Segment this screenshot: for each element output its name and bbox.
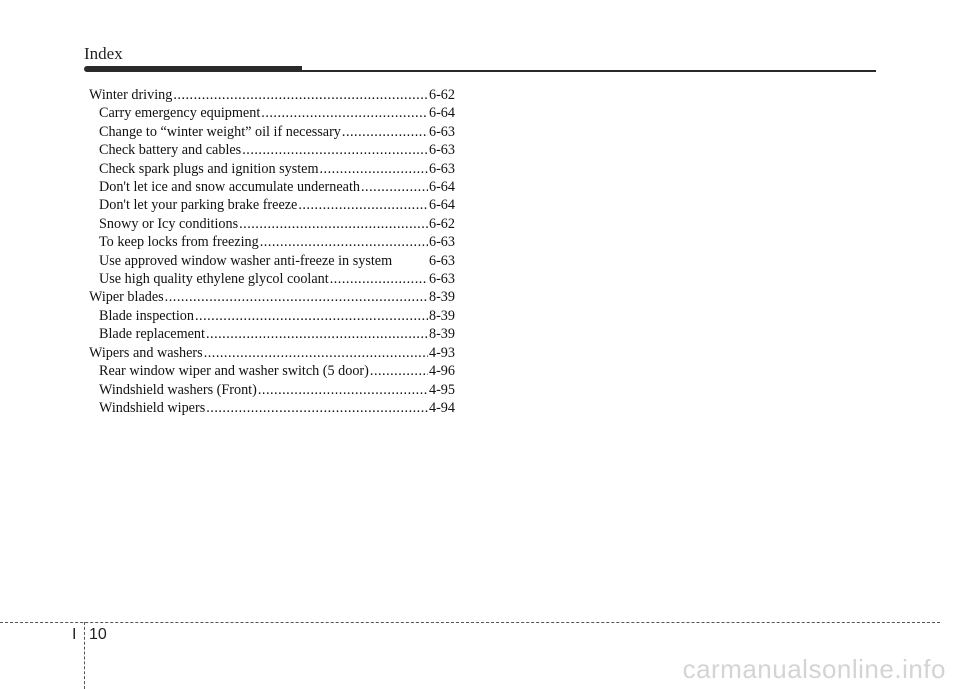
entry-label: Snowy or Icy conditions: [99, 215, 239, 232]
footer-vertical-rule: [84, 622, 85, 689]
index-entry-snowy-icy: [89, 215, 455, 233]
index-entry-ice-snow: [89, 178, 455, 196]
index-entry-winter-weight-oil: [89, 123, 455, 141]
entry-page: 6-62: [428, 87, 455, 103]
entry-page: 6-62: [428, 215, 455, 232]
leader-dots: [261, 104, 428, 122]
entry-label: Wipers and washers: [89, 344, 203, 361]
entry-label: To keep locks from freezing: [99, 234, 259, 251]
leader-dots: [342, 123, 428, 141]
index-entry-wiper-blades: [89, 288, 455, 306]
entry-page: 6-63: [428, 160, 455, 177]
entry-label: Check spark plugs and ignition system: [99, 160, 319, 177]
leader-dots: [195, 307, 428, 325]
entry-label: Blade replacement: [99, 326, 205, 343]
entry-page: 8-39: [428, 307, 455, 324]
leader-dots: [258, 381, 428, 399]
leader-dots: [239, 215, 428, 233]
watermark: carmanualsonline.info: [682, 654, 946, 684]
index-entry-glycol-coolant: [89, 270, 455, 288]
leader-dots: [361, 178, 428, 196]
index-entry-rear-wiper-switch: [89, 362, 455, 380]
entry-page: 6-63: [428, 271, 455, 288]
entry-page: 4-93: [428, 344, 455, 361]
entry-page: 6-63: [428, 234, 455, 251]
index-entry-winter-driving: [89, 86, 455, 104]
entry-page: 8-39: [428, 289, 455, 306]
entry-page: 4-94: [428, 399, 455, 416]
entry-label: Change to “winter weight” oil if necessary: [99, 123, 341, 140]
entry-page: 8-39: [428, 326, 455, 343]
entry-label: Don't let your parking brake freeze: [99, 197, 298, 214]
page-title: Index: [84, 44, 123, 63]
entry-page: 6-63: [428, 142, 455, 159]
entry-label: Carry emergency equipment: [99, 105, 261, 122]
leader-dots: [173, 86, 428, 104]
leader-dots: [206, 325, 428, 343]
leader-dots: [298, 196, 428, 214]
entry-page: 6-63: [428, 252, 455, 269]
index-list: [89, 86, 455, 417]
entry-page: 6-64: [428, 197, 455, 214]
entry-label: Winter driving: [89, 87, 173, 103]
footer-rule: [0, 622, 940, 623]
leader-dots: [330, 270, 428, 288]
entry-label: Wiper blades: [89, 289, 164, 306]
leader-dots: [206, 399, 428, 417]
footer-section-letter: I: [72, 626, 77, 643]
index-entry-spark-plugs: [89, 160, 455, 178]
entry-page: 6-64: [428, 105, 455, 122]
entry-page: 4-96: [428, 363, 455, 380]
footer-page-number: 10: [89, 626, 107, 643]
entry-label: Use high quality ethylene glycol coolant: [99, 271, 329, 288]
index-entry-wipers-washers: [89, 344, 455, 362]
entry-page: 4-95: [428, 381, 455, 398]
index-entry-carry-emergency: [89, 104, 455, 122]
leader-dots: [204, 344, 428, 362]
index-entry-locks-freezing: [89, 233, 455, 251]
index-entry-blade-inspection: [89, 307, 455, 325]
entry-label: Rear window wiper and washer switch (5 door): [99, 363, 369, 380]
leader-dots: [370, 362, 428, 380]
entry-label: Don't let ice and snow accumulate underneath: [99, 179, 360, 196]
index-entry-windshield-washers: [89, 381, 455, 399]
entry-label: Check battery and cables: [99, 142, 242, 159]
entry-label: Windshield washers (Front): [99, 381, 257, 398]
header-rule-thick: [84, 66, 302, 72]
leader-dots: [242, 141, 428, 159]
entry-page: 6-64: [428, 179, 455, 196]
entry-label: Windshield wipers: [99, 399, 206, 416]
index-entry-parking-brake: [89, 196, 455, 214]
entry-page: 6-63: [428, 123, 455, 140]
index-entry-washer-antifreeze: [89, 252, 455, 270]
entry-label: Use approved window washer anti-freeze in system: [99, 252, 393, 269]
leader-dots: [165, 288, 428, 306]
index-entry-blade-replacement: [89, 325, 455, 343]
header-rule-thin: [302, 70, 876, 72]
index-entry-battery-cables: [89, 141, 455, 159]
leader-dots: [320, 160, 428, 178]
leader-dots: [260, 233, 428, 251]
index-entry-windshield-wipers: [89, 399, 455, 417]
entry-label: Blade inspection: [99, 307, 194, 324]
